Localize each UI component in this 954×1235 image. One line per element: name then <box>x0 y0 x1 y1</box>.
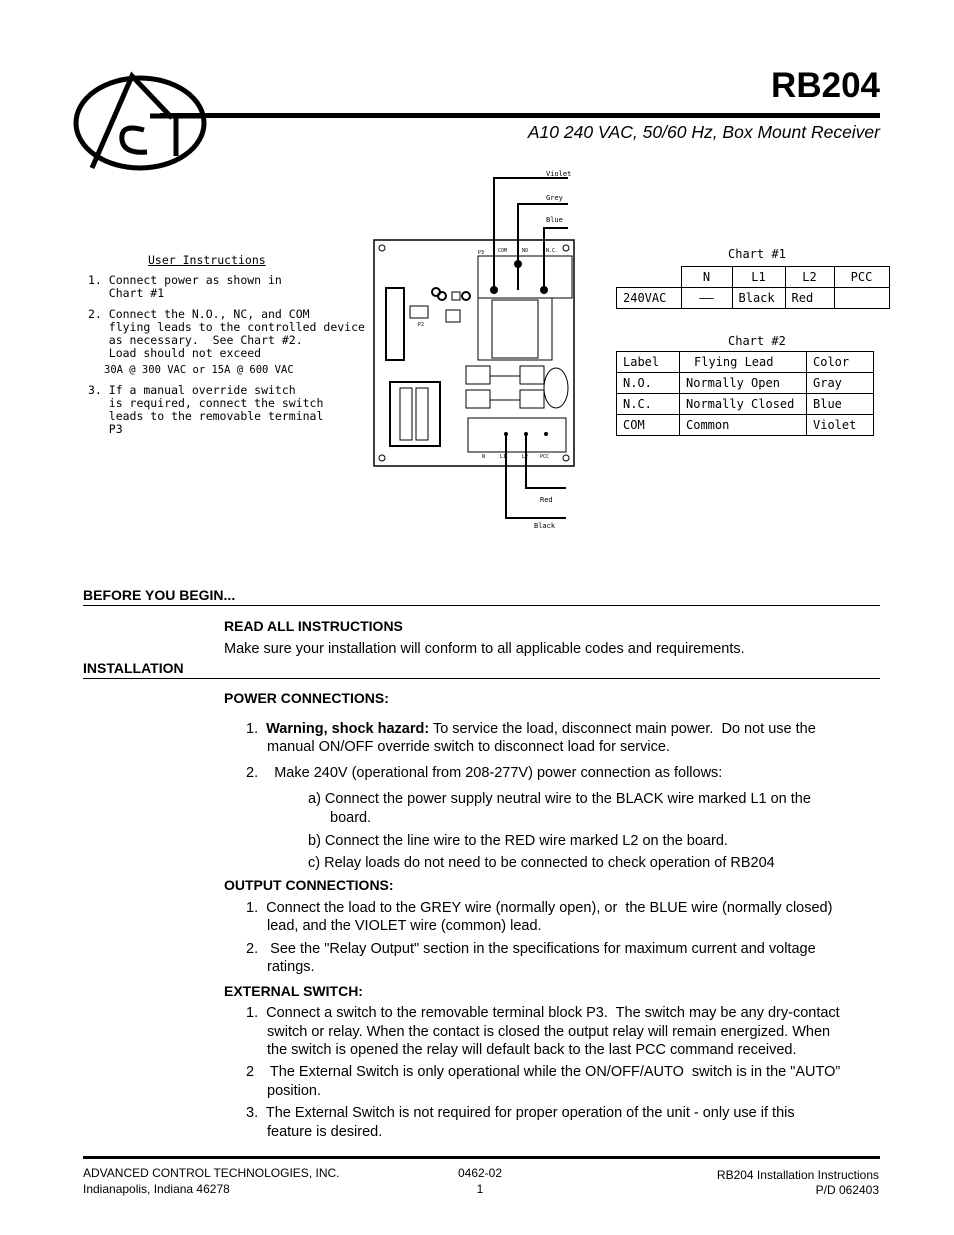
read-instructions-text: Make sure your installation will conform to all applicable codes and requirements. <box>224 641 745 657</box>
chart2-cell: Violet <box>807 415 874 436</box>
wire-label-grey: Grey <box>546 194 563 202</box>
chart2-cell: Normally Closed <box>680 394 807 415</box>
chart1-header-l2: L2 <box>785 267 834 288</box>
chart2-header-color: Color <box>807 352 874 373</box>
power-step-2: 2. Make 240V (operational from 208-277V) power connection as follows: <box>246 765 723 781</box>
external-step-3: 3. The External Switch is not required for proper operation of the unit - only use if this <box>246 1105 795 1121</box>
pin-label-no: NO <box>522 248 529 254</box>
chart2-cell: Common <box>680 415 807 436</box>
output-connections-heading: OUTPUT CONNECTIONS: <box>224 877 394 893</box>
shock-warning: Warning, shock hazard: <box>266 721 430 737</box>
footer-company: ADVANCED CONTROL TECHNOLOGIES, INC. <box>83 1166 340 1180</box>
footer-rule <box>83 1156 880 1159</box>
external-step-1-cont2: the switch is opened the relay will default back to the last PCC command received. <box>267 1042 797 1058</box>
chart1-row-label: 240VAC <box>617 288 682 309</box>
chart2-cell: N.C. <box>617 394 680 415</box>
external-step-3-cont: feature is desired. <box>267 1124 383 1140</box>
footer-pd: P/D 062403 <box>815 1183 879 1197</box>
power-step-2c: c) Relay loads do not need to be connected to check operation of RB204 <box>308 855 775 871</box>
board-wiring-diagram <box>370 168 580 530</box>
read-instructions-heading: READ ALL INSTRUCTIONS <box>224 618 403 634</box>
chart2-table <box>616 351 874 436</box>
output-step-1: 1. Connect the load to the GREY wire (normally open), or the BLUE wire (normally closed) <box>246 900 833 916</box>
chart1-cell-n: —— <box>681 288 732 309</box>
pin-label-pcc: PCC <box>540 454 550 460</box>
section-rule <box>83 605 880 606</box>
pin-label-l1: L1 <box>500 454 507 460</box>
wire-label-violet: Violet <box>546 170 572 178</box>
user-instruction-1: 1. Connect power as shown in Chart #1 <box>88 273 282 300</box>
user-instructions-heading: User Instructions <box>148 253 266 267</box>
page-title: RB204 <box>771 66 880 105</box>
chart2-header-label: Label <box>617 352 680 373</box>
act-logo <box>72 68 212 178</box>
external-step-2-cont: position. <box>267 1083 322 1099</box>
user-instruction-3: 3. If a manual override switch is required, connect the switch leads to the removable terminal P3 <box>88 383 324 436</box>
power-step-1-cont: manual ON/OFF override switch to disconnect load for service. <box>267 739 670 755</box>
wire-label-blue: Blue <box>546 216 563 224</box>
chart2-title: Chart #2 <box>728 334 786 348</box>
external-step-1: 1. Connect a switch to the removable terminal block P3. The switch may be any dry-contact <box>246 1005 840 1021</box>
power-connections-heading: POWER CONNECTIONS: <box>224 690 389 706</box>
pin-label-p3: P3 <box>478 250 485 256</box>
power-step-1 <box>246 720 816 738</box>
pin-label-n: N <box>482 454 486 460</box>
external-step-2: 2 The External Switch is only operational while the ON/OFF/AUTO switch is in the "AUTO” <box>246 1064 841 1080</box>
wire-label-red: Red <box>540 496 553 504</box>
output-step-1-cont: lead, and the VIOLET wire (common) lead. <box>267 918 542 934</box>
chart2-cell: COM <box>617 415 680 436</box>
chart1-cell-l1: Black <box>732 288 785 309</box>
chart2-cell: Normally Open <box>680 373 807 394</box>
chart2-cell: N.O. <box>617 373 680 394</box>
power-step-1-text: To service the load, disconnect main power. Do not use the <box>429 721 816 737</box>
footer-page-number: 1 <box>476 1182 484 1196</box>
footer-address: Indianapolis, Indiana 46278 <box>83 1182 230 1196</box>
section-installation: INSTALLATION <box>83 660 184 676</box>
chart1-cell-pcc <box>834 288 889 309</box>
wire-label-black: Black <box>534 522 556 530</box>
page-subtitle: A10 240 VAC, 50/60 Hz, Box Mount Receiver <box>527 122 880 142</box>
user-instruction-2: 2. Connect the N.O., NC, and COM flying leads to the controlled device as necessary. See Chart #2. Load should not exceed <box>88 307 365 360</box>
section-before-you-begin: BEFORE YOU BEGIN... <box>83 587 236 603</box>
chart1-header-pcc: PCC <box>834 267 889 288</box>
chart2-cell: Blue <box>807 394 874 415</box>
chart2-cell: Gray <box>807 373 874 394</box>
power-step-1-number: 1. <box>246 721 259 737</box>
output-step-2: 2. See the "Relay Output" section in the specifications for maximum current and voltage <box>246 941 816 957</box>
section-rule <box>83 678 880 679</box>
pin-label-nc: N.C. <box>546 248 559 254</box>
power-step-2a-cont: board. <box>330 810 372 826</box>
chart1-header-l1: L1 <box>732 267 785 288</box>
pin-label-com: COM <box>498 248 508 254</box>
external-step-1-cont: switch or relay. When the contact is closed the output relay will remain energized. When <box>267 1024 831 1040</box>
power-step-2a: a) Connect the power supply neutral wire to the BLACK wire marked L1 on the <box>308 791 811 807</box>
chart2-header-flying-lead: Flying Lead <box>680 352 807 373</box>
chart1-cell-l2: Red <box>785 288 834 309</box>
chart1-header-n: N <box>681 267 732 288</box>
footer-doc-number: 0462-02 <box>457 1166 503 1180</box>
pin-label-l2: L2 <box>522 454 529 460</box>
header-rule <box>160 113 880 118</box>
external-switch-heading: EXTERNAL SWITCH: <box>224 983 363 999</box>
output-step-2-cont: ratings. <box>267 959 315 975</box>
power-step-2b: b) Connect the line wire to the RED wire marked L2 on the board. <box>308 833 728 849</box>
footer-doc-title: RB204 Installation Instructions <box>716 1168 879 1182</box>
user-instruction-2-limit: 30A @ 300 VAC or 15A @ 600 VAC <box>104 364 294 376</box>
chart1-title: Chart #1 <box>728 247 786 261</box>
chart1-table <box>616 266 890 309</box>
pin-label-p2: P2 <box>418 322 425 328</box>
